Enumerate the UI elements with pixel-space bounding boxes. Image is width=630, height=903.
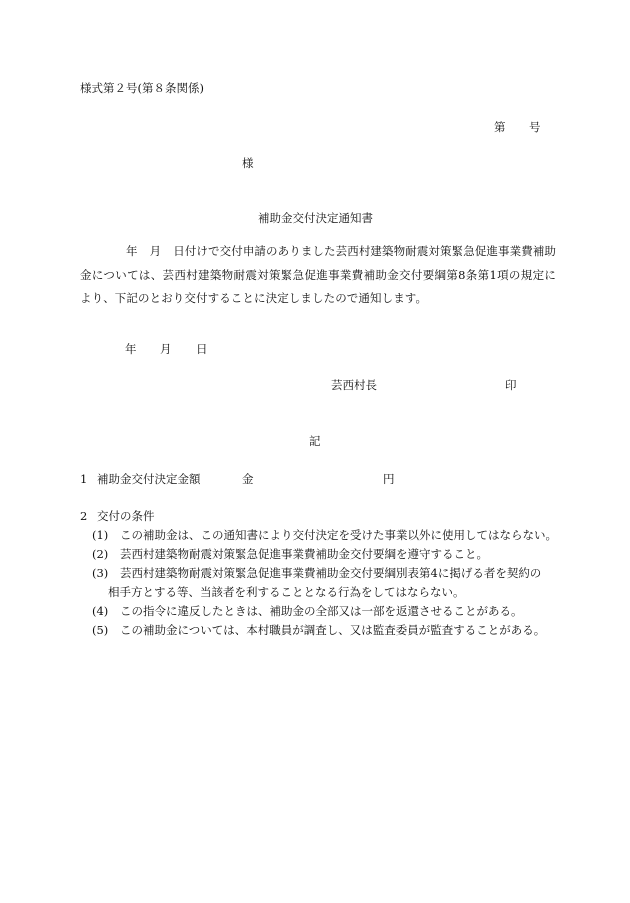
ki-heading: 記 xyxy=(309,434,321,448)
doc-number-go: 号 xyxy=(529,120,541,134)
body-text: 日付けで交付申請のありました芸西村建築物耐震対策緊急促進事業費補助金については、芸西村建築物耐震対策緊急促進事業費補助金交付要綱第8条第1項の規定により、下記のとおり交付することに決定しましたので通知します。 xyxy=(80,244,557,305)
condition-5-number: (5) xyxy=(92,623,109,637)
condition-3-continuation: 相手方とする等、当該者を利することとなる行為をしてはならない。 xyxy=(108,585,465,599)
condition-3-text: 芸西村建築物耐震対策緊急促進事業費補助金交付要綱別表第4に掲げる者を契約の xyxy=(120,566,542,580)
issue-date-day: 日 xyxy=(196,342,208,356)
item2-number: 2 xyxy=(80,509,88,523)
condition-4-text: この指令に違反したときは、補助金の全部又は一部を返還させることがある。 xyxy=(120,604,523,618)
body-paragraph xyxy=(80,240,556,311)
issue-date-year: 年 xyxy=(125,342,137,356)
condition-2-number: (2) xyxy=(92,547,109,561)
condition-1-number: (1) xyxy=(92,528,109,542)
condition-4-number: (4) xyxy=(92,604,109,618)
issuer-name: 芸西村長 xyxy=(331,378,377,392)
form-label: 様式第２号(第８条関係) xyxy=(80,81,204,95)
condition-3-number: (3) xyxy=(92,566,109,580)
issue-date-month: 月 xyxy=(160,342,172,356)
addressee-suffix: 様 xyxy=(242,156,254,170)
item1-label: 補助金交付決定金額 xyxy=(97,472,201,486)
condition-5-text: この補助金については、本村職員が調査し、又は監査委員が監査することがある。 xyxy=(120,623,546,637)
seal-mark: 印 xyxy=(505,378,517,392)
body-date-month: 月 xyxy=(149,244,162,258)
item1-number: 1 xyxy=(80,472,88,486)
body-date-year: 年 xyxy=(126,244,138,258)
condition-2-text: 芸西村建築物耐震対策緊急促進事業費補助金交付要綱を遵守すること。 xyxy=(120,547,488,561)
item1-yen: 円 xyxy=(383,472,395,486)
item1-kin: 金 xyxy=(242,472,254,486)
condition-1-text: この補助金は、この通知書により交付決定を受けた事業以外に使用してはならない。 xyxy=(120,528,557,542)
document-title: 補助金交付決定通知書 xyxy=(258,211,373,225)
doc-number-dai: 第 xyxy=(494,120,506,134)
item2-label: 交付の条件 xyxy=(97,509,155,523)
